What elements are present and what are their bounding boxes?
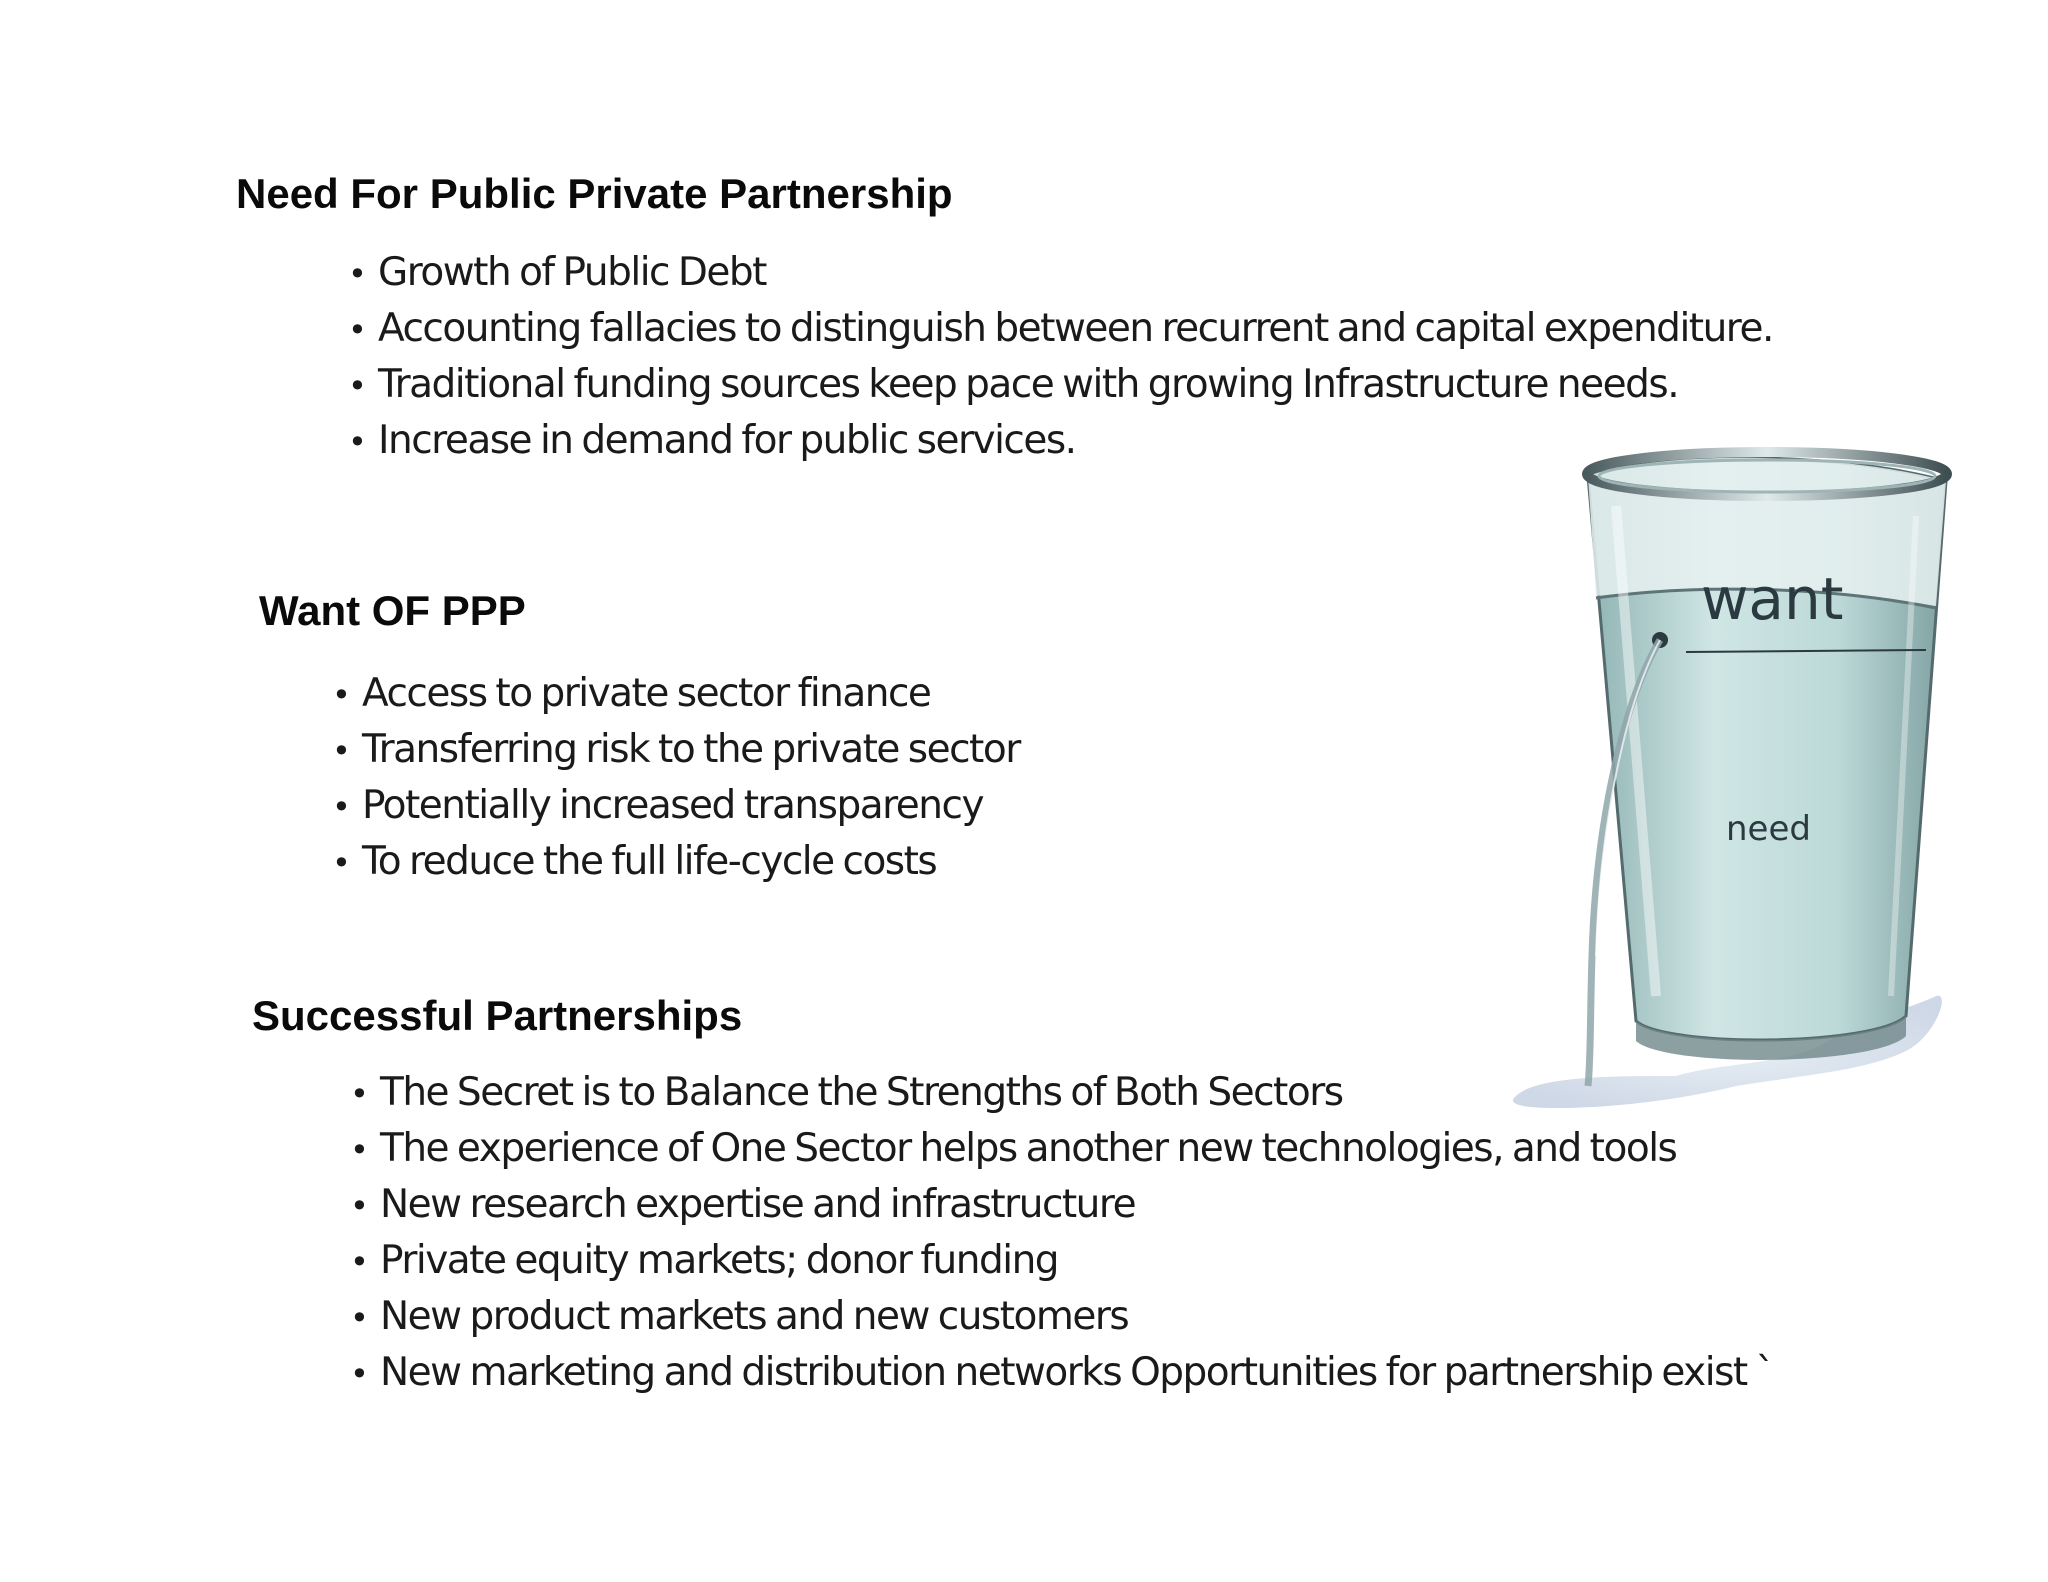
section-heading-want-of-ppp: Want OF PPP bbox=[259, 587, 526, 634]
bullet-icon: • bbox=[350, 1243, 368, 1281]
list-item-text: The experience of One Sector helps another new technologies, and tools bbox=[380, 1126, 1677, 1171]
bullet-icon: • bbox=[348, 311, 366, 349]
list-item-text: To reduce the full life-cycle costs bbox=[362, 839, 937, 884]
bullet-icon: • bbox=[332, 788, 350, 826]
bullet-icon: • bbox=[348, 423, 366, 461]
bullet-icon: • bbox=[350, 1131, 368, 1169]
list-item bbox=[348, 357, 1773, 413]
list-item bbox=[332, 666, 1020, 722]
want-label: want bbox=[1701, 565, 1844, 633]
bullet-icon: • bbox=[332, 676, 350, 714]
list-item-text: The Secret is to Balance the Strengths of Both Sectors bbox=[380, 1070, 1343, 1115]
list-item-text: Increase in demand for public services. bbox=[378, 418, 1076, 463]
list-item-text: Transferring risk to the private sector bbox=[362, 727, 1020, 772]
water-glass-icon bbox=[1496, 436, 1958, 1130]
list-item-text: New marketing and distribution networks Opportunities for partnership exist ` bbox=[380, 1350, 1774, 1395]
bullet-icon: • bbox=[350, 1299, 368, 1337]
list-item-text: Accounting fallacies to distinguish between recurrent and capital expenditure. bbox=[378, 306, 1773, 351]
section-heading-need-for-ppp: Need For Public Private Partnership bbox=[236, 170, 953, 217]
list-item-text: Growth of Public Debt bbox=[378, 250, 766, 295]
list-item bbox=[348, 245, 1773, 301]
list-item bbox=[350, 1177, 1774, 1233]
list-item bbox=[332, 722, 1020, 778]
list-item bbox=[350, 1289, 1774, 1345]
list-item bbox=[332, 778, 1020, 834]
bullet-icon: • bbox=[332, 732, 350, 770]
bullet-icon: • bbox=[350, 1355, 368, 1393]
bullet-icon: • bbox=[350, 1187, 368, 1225]
need-label: need bbox=[1726, 809, 1811, 849]
list-item-text: Potentially increased transparency bbox=[362, 783, 984, 828]
list-item bbox=[332, 834, 1020, 890]
list-item bbox=[350, 1233, 1774, 1289]
list-item-text: New research expertise and infrastructure bbox=[380, 1182, 1136, 1227]
section-heading-successful-partnerships: Successful Partnerships bbox=[252, 992, 743, 1039]
bullet-icon: • bbox=[348, 255, 366, 293]
bullet-icon: • bbox=[332, 844, 350, 882]
list-item bbox=[348, 301, 1773, 357]
list-item-text: Access to private sector finance bbox=[362, 671, 931, 716]
bullet-icon: • bbox=[350, 1075, 368, 1113]
bullet-icon: • bbox=[348, 367, 366, 405]
list-item bbox=[350, 1345, 1774, 1401]
want-of-ppp-list bbox=[332, 666, 1020, 890]
list-item-text: New product markets and new customers bbox=[380, 1294, 1129, 1339]
list-item-text: Traditional funding sources keep pace with growing Infrastructure needs. bbox=[378, 362, 1679, 407]
list-item-text: Private equity markets; donor funding bbox=[380, 1238, 1059, 1283]
